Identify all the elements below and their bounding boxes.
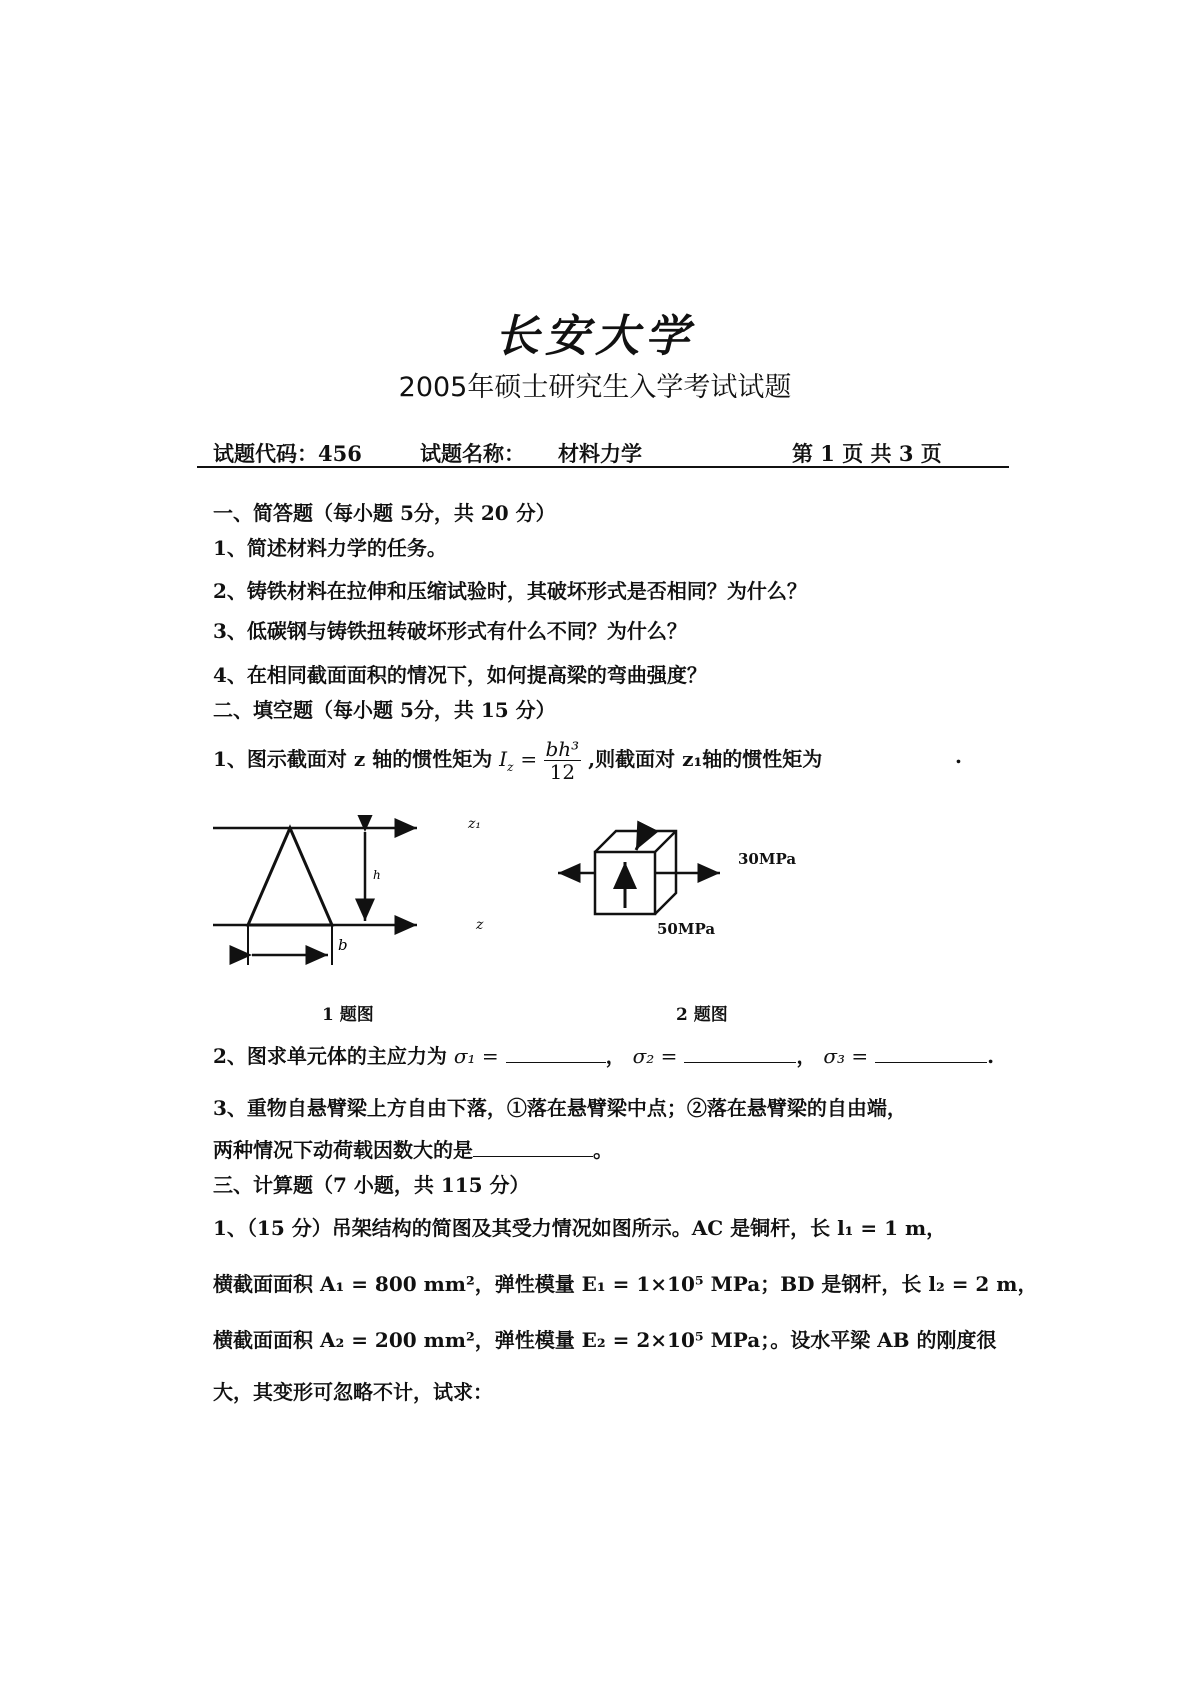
s2-question-3-line2 xyxy=(213,1134,613,1163)
exam-code: 试题代码：456 xyxy=(213,441,362,466)
university-logo: 长安大学 xyxy=(495,311,695,362)
section1-heading: 一、简答题（每小题 5分，共 20 分） xyxy=(213,501,556,525)
s3-question-1-line2: 横截面面积 A₁ = 800 mm²，弹性模量 E₁ = 1×10⁵ MPa；BD 是钢杆，长 l₂ = 2 m， xyxy=(213,1272,1038,1296)
exam-name-label: 试题名称： xyxy=(420,441,525,466)
sigma2-blank xyxy=(684,1044,796,1063)
s2q2-sep1: ， xyxy=(605,1044,626,1068)
sigma2: σ₂ = xyxy=(632,1044,678,1068)
fraction-denominator: 12 xyxy=(549,760,576,784)
section2-heading: 二、填空题（每小题 5分，共 15 分） xyxy=(213,698,556,722)
z-label: z xyxy=(476,917,484,933)
inertia-fraction xyxy=(544,738,582,783)
s3-question-1-line1: 1、（15 分）吊架结构的简图及其受力情况如图所示。AC 是铜杆，长 l₁ = 1 m， xyxy=(213,1216,947,1240)
sigma3-blank xyxy=(875,1044,987,1063)
height-label: h xyxy=(373,868,381,882)
figure-2-caption: 2 题图 xyxy=(676,1005,728,1025)
s1-question-4: 4、在相同截面面积的情况下，如何提高梁的弯曲强度？ xyxy=(213,663,707,687)
s2q1-prefix: 1、图示截面对 z 轴的惯性矩为 xyxy=(213,747,493,771)
sigma1-blank xyxy=(506,1044,606,1063)
inertia-symbol: I xyxy=(499,747,508,771)
s1-question-1: 1、简述材料力学的任务。 xyxy=(213,536,447,560)
s2-question-1: 1、图示截面对 z 轴的惯性矩为 $I_z$ = $\frac{\text{bh³}}{12}$ ,则截面对 z₁轴的惯性矩为 xyxy=(213,737,823,784)
s2q2-sep2: ， xyxy=(796,1044,817,1068)
s2q2-end: . xyxy=(987,1044,995,1068)
s2q3-blank xyxy=(473,1138,593,1157)
section3-heading: 三、计算题（7 小题，共 115 分） xyxy=(213,1173,530,1197)
s2q3-end: 。 xyxy=(593,1138,613,1162)
s3-question-1-line3: 横截面面积 A₂ = 200 mm²，弹性模量 E₂ = 2×10⁵ MPa；。设水平梁 AB 的刚度很 xyxy=(213,1328,997,1352)
exam-title: 2005年硕士研究生入学考试试题 xyxy=(398,372,792,403)
s2q3-text: 两种情况下动荷载因数大的是 xyxy=(213,1138,473,1162)
figure-1-caption: 1 题图 xyxy=(322,1005,374,1025)
page-info: 第 1 页 共 3 页 xyxy=(792,441,942,466)
sigma3: σ₃ = xyxy=(823,1044,869,1068)
s1-question-3: 3、低碳钢与铸铁扭转破坏形式有什么不同？为什么？ xyxy=(213,619,687,643)
s2-question-3-line1: 3、重物自悬臂梁上方自由下落，①落在悬臂梁中点；②落在悬臂梁的自由端， xyxy=(213,1096,907,1120)
exam-name: 材料力学 xyxy=(558,441,642,466)
figure-1-triangle-section xyxy=(205,815,485,990)
y-stress-label: 50MPa xyxy=(657,920,716,938)
x-stress-label: 30MPa xyxy=(738,850,797,868)
header-rule xyxy=(197,466,1009,468)
triangle-section xyxy=(248,828,332,925)
s2q1-end: . xyxy=(955,744,962,768)
s3-question-1-line4: 大，其变形可忽略不计，试求： xyxy=(213,1380,493,1404)
s1-question-2: 2、铸铁材料在拉伸和压缩试验时，其破坏形式是否相同？为什么？ xyxy=(213,579,807,603)
s2-question-2 xyxy=(213,1040,994,1069)
z1-label: z₁ xyxy=(468,816,481,832)
figure-2-stress-element xyxy=(550,820,750,940)
inertia-subscript: z xyxy=(507,760,514,774)
base-label: b xyxy=(338,936,348,954)
sigma1: σ₁ = xyxy=(453,1044,499,1068)
down-stress-arrow xyxy=(636,834,644,850)
fraction-numerator: bh³ xyxy=(545,737,580,761)
s2q1-suffix: ,则截面对 z₁轴的惯性矩为 xyxy=(588,747,823,771)
s2q2-prefix: 2、图求单元体的主应力为 xyxy=(213,1044,447,1068)
